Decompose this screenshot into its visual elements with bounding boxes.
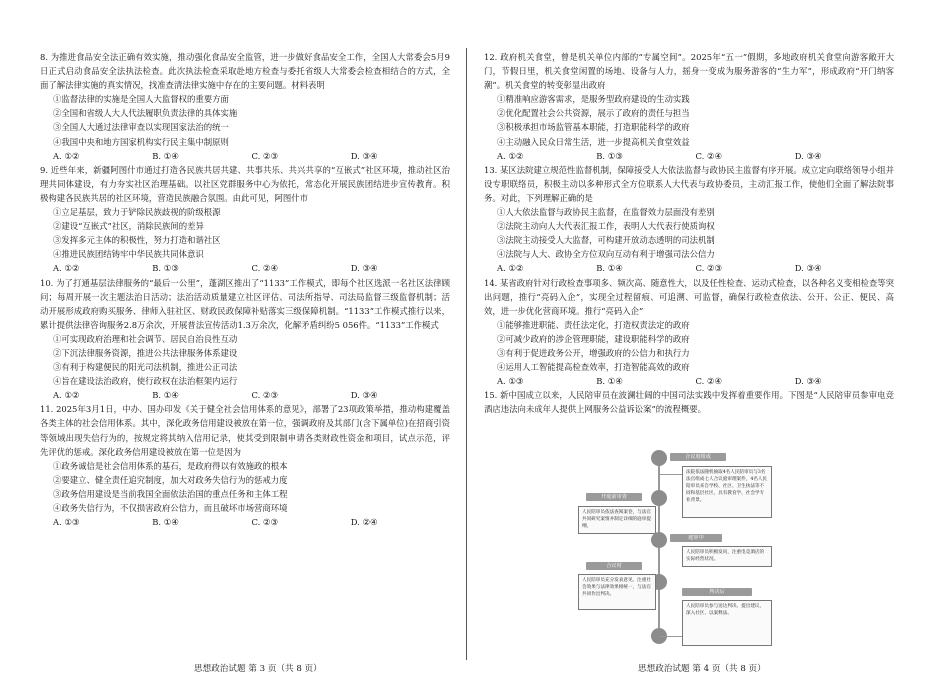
flow-step-box: 法院依法随机抽取4名人民陪审员与3名法官组成七人合议庭审理案件，4名人民陪审员来自学校、社区、卫生执法等不同和基层社区，具有教育学、社会学专业背景。 — [682, 466, 772, 518]
answer-a: A. ①② — [53, 390, 80, 401]
flow-connector — [660, 636, 684, 637]
answer-d: D. ③④ — [350, 150, 378, 161]
process-flow-diagram — [574, 450, 834, 652]
flow-step-box: 人民陪审员充分发表意见，注重社会效果与法律效果相统一，与法官共同作出判决。 — [578, 574, 656, 610]
option: ④法院与人大、政协全方位双向互动有利于增强司法公信力 — [497, 249, 715, 260]
option: ①能够推进职能、责任法定化，打造权责法定的政府 — [497, 319, 690, 330]
option: ①立足基层，致力于铲除民族歧视的阶级根源 — [53, 207, 221, 218]
question-stem: 9. 近些年来，新疆阿图什市通过打造各民族共居共建、共事共乐、共兴共享的“互嵌式”社区环境，推动社区治理共同体建设，有力夯实社区治理基础。以社区党群服务中心为依托，常态化开展民族团结进步宣传教育。积极构建各民族共居的社区环境，营造民族融合氛围。由此可见，阿图什市 — [40, 164, 450, 203]
answer-a: A. ①② — [53, 263, 80, 274]
option: ①可实现政府治理和社会调节、居民自治良性互动 — [53, 333, 238, 344]
page-footer-left: 思想政治试题 第 3 页（共 8 页） — [194, 664, 322, 674]
option: ①监督法律的实施是全国人大监督权的重要方面 — [53, 94, 229, 105]
flow-step-box: 人民陪审员依法查阅案卷，与法官共同研究案情并制定详细的庭审提纲。 — [578, 506, 656, 534]
question-11 — [40, 402, 450, 529]
option: ②要建立、健全责任追究制度，加大对政务失信行为的惩戒力度 — [53, 474, 288, 485]
question-10 — [40, 276, 450, 403]
answer-d: D. ③④ — [794, 376, 822, 387]
flow-step-box: 人民陪审员参与送达判决、提出建议，深入社区、以案释法。 — [682, 600, 772, 646]
question-stem: 12. 政府机关食堂，曾是机关单位内部的“专属空间”。2025年“五一”假期，多地政府机关食堂向游客敞开大门，节假日里，机关食堂闲置的场地、设备与人力，摇身一变成为服务游客的“生力军”，形成政府“开门纳客潮”。机关食堂的转变彰显出政府 — [484, 52, 894, 91]
option: ③政务信用建设是当前我国全面依法治国的重点任务和主体工程 — [53, 488, 288, 499]
answer-d: D. ③④ — [794, 150, 822, 161]
answer-a: A. ①② — [497, 150, 524, 161]
answer-a: A. ①③ — [497, 376, 524, 387]
question-stem: 15. 新中国成立以来，人民陪审员在波澜壮阔的中国司法实践中发挥着重要作用。下图是“人民陪审员参审电竞酒店违法向未成年人提供上网服务公益诉讼案”的流程概要。 — [484, 390, 894, 415]
flow-spine — [658, 458, 660, 644]
answer-b: B. ①④ — [152, 150, 179, 161]
option: ①精准响应游客需求，是服务型政府建设的生动实践 — [497, 94, 690, 105]
answer-b: B. ①③ — [152, 263, 179, 274]
question-8 — [40, 50, 450, 163]
answer-b: B. ①③ — [596, 150, 623, 161]
flow-step-box: 人民陪审员积极发问，注重电竞酒店的实际经营状况。 — [682, 546, 772, 567]
flow-tag: 开庭前审查 — [586, 493, 642, 501]
right-page-column — [484, 50, 894, 416]
page-divider — [466, 48, 467, 660]
flow-node — [651, 450, 667, 466]
question-stem: 13. 某区法院建立规范性监督机制，保障接受人大依法监督与政协民主监督有序开展。成立定向联络领导小组并设专职联络员，积极主动以多种形式全方位联系人大代表与政协委员，主动汇报工作，使他们全面了解法院事务。对此，下列理解正确的是 — [484, 164, 894, 203]
option: ③全国人大通过法律审查以实现国家法治的统一 — [53, 122, 229, 133]
answer-d: D. ③④ — [794, 263, 822, 274]
option: ④推进民族团结铸牢中华民族共同体意识 — [53, 249, 204, 260]
option: ③有利于促进政务公开，增强政府的公信力和执行力 — [497, 347, 690, 358]
option: ③发挥多元主体的积极性，努力打造和谐社区 — [53, 235, 221, 246]
answer-a: A. ①② — [53, 150, 80, 161]
flow-tag: 合议庭组成 — [670, 453, 726, 461]
answer-choices — [40, 515, 450, 529]
answer-choices — [40, 149, 450, 163]
option: ③积极承担市场监管基本职能，打造职能科学的政府 — [497, 122, 690, 133]
flow-tag: 庭审中 — [670, 534, 722, 542]
option: ④运用人工智能提高检查效率，打造智能高效的政府 — [497, 362, 690, 373]
answer-c: C. ②③ — [251, 390, 278, 401]
answer-c: C. ②④ — [695, 376, 722, 387]
answer-b: B. ①④ — [596, 376, 623, 387]
flow-node — [651, 532, 667, 548]
option: ②法院主动向人大代表汇报工作，表明人大代表行使质询权 — [497, 221, 715, 232]
answer-c: C. ②③ — [695, 263, 722, 274]
answer-c: C. ②④ — [695, 150, 722, 161]
question-stem: 8. 为推进食品安全法正确有效实施，推动强化食品安全监管，进一步做好食品安全工作，全国人大常委会5月9日正式启动食品安全法执法检查。此次执法检查采取赴地方检查与委托省级人大常委会检查相结合的方式，全面了解法律实施的真实情况，找准查清法律实施中存在的主要问题。材料表明 — [40, 52, 450, 91]
option: ③有利于构建便民的阳光司法机制，推进公正司法 — [53, 362, 238, 373]
left-page-column — [40, 50, 450, 529]
question-stem: 14. 某省政府针对行政检查事项多、频次高、随意性大，以及任性检查、运动式检查，以各种名义变相检查等突出问题，推行“亮码入企”，实现全过程留痕、可追溯、可监督，确保行政检查依法、公开、公正、便民、高效，进一步优化营商环境。推行“亮码入企” — [484, 277, 894, 316]
option: ②可减少政府的涉企管理职能，建设职能科学的政府 — [497, 333, 690, 344]
answer-choices — [40, 261, 450, 275]
answer-b: B. ①④ — [152, 390, 179, 401]
answer-choices — [40, 388, 450, 402]
question-14 — [484, 276, 894, 389]
answer-b: B. ①④ — [152, 517, 179, 528]
option: ②下沉法律服务资源，推进公共法律服务体系建设 — [53, 347, 238, 358]
question-stem: 10. 为了打通基层法律服务的“最后一公里”，蓬湖区推出了“1133”工作模式，即每个社区选派一名社区法律顾问；每周开展一次主题法治日活动；法治活动质量建立社区评估、司法所指导、司法局监督三级监督机制；活动开展形成政府购买服务、律师入驻社区、财政民政保障补贴落实三级保障机制。“1133”工作模式推行以来，累计提供法律咨询服务2.8万余次，开展普法宣传活动1.3万余次，化解矛盾纠纷5 056件。“1133”工作模式 — [40, 277, 450, 330]
option: ②优化配置社会公共资源，展示了政府的责任与担当 — [497, 108, 690, 119]
answer-choices — [484, 374, 894, 388]
answer-d: D. ③④ — [350, 390, 378, 401]
answer-b: B. ①④ — [596, 263, 623, 274]
option: ④旨在建设法治政府，使行政权在法治框架内运行 — [53, 376, 238, 387]
page-footer-right: 思想政治试题 第 4 页（共 8 页） — [638, 664, 766, 674]
option: ①政务诚信是社会信用体系的基石，是政府得以有效施政的根本 — [53, 460, 288, 471]
option: ④政务失信行为，不仅损害政府公信力，而且破坏市场营商环境 — [53, 503, 288, 513]
option: ④我国中央和地方国家机构实行民主集中制原则 — [53, 136, 229, 147]
option: ④主动融入民众日常生活，进一步提高机关食堂效益 — [497, 136, 690, 147]
answer-c: C. ②③ — [251, 150, 278, 161]
answer-c: C. ②③ — [251, 517, 278, 528]
answer-choices — [484, 261, 894, 275]
question-13 — [484, 163, 894, 276]
answer-c: C. ②④ — [251, 263, 278, 274]
flow-node — [651, 490, 667, 506]
question-12 — [484, 50, 894, 163]
answer-a: A. ①② — [497, 263, 524, 274]
question-9 — [40, 163, 450, 276]
option: ②建设“互嵌式”社区，消除民族间的差异 — [53, 221, 204, 232]
flow-connector — [660, 474, 684, 475]
question-stem: 11. 2025年3月1日，中办、国办印发《关于健全社会信用体系的意见》，部署了23项政策举措，推动构建覆盖各类主体的社会信用体系。其中，深化政务信用建设被放在第一位，强调政府及其部门(含下属单位)在招商引资等领域出现失信行为的，按规定将其纳入信用记录，使其受到限制申请各类财政性资金和项目，试点示范，评先评优的惩戒。深化政务信用建设被放在第一位是因为 — [40, 404, 450, 457]
flow-tag: 合议时 — [586, 562, 642, 570]
answer-d: D. ③④ — [350, 263, 378, 274]
option: ③法院主动接受人大监督，可构建开放动态透明的司法机制 — [497, 235, 715, 246]
answer-a: A. ①③ — [53, 517, 80, 528]
option: ②全国和省级人大人代法履职负责法律的具体实施 — [53, 108, 238, 119]
question-15 — [484, 388, 894, 416]
answer-d: D. ②④ — [350, 517, 378, 528]
flow-tag: 判决后 — [682, 588, 752, 596]
answer-choices — [484, 149, 894, 163]
option: ①人大依法监督与政协民主监督，在监督效力层面没有差别 — [497, 207, 715, 218]
